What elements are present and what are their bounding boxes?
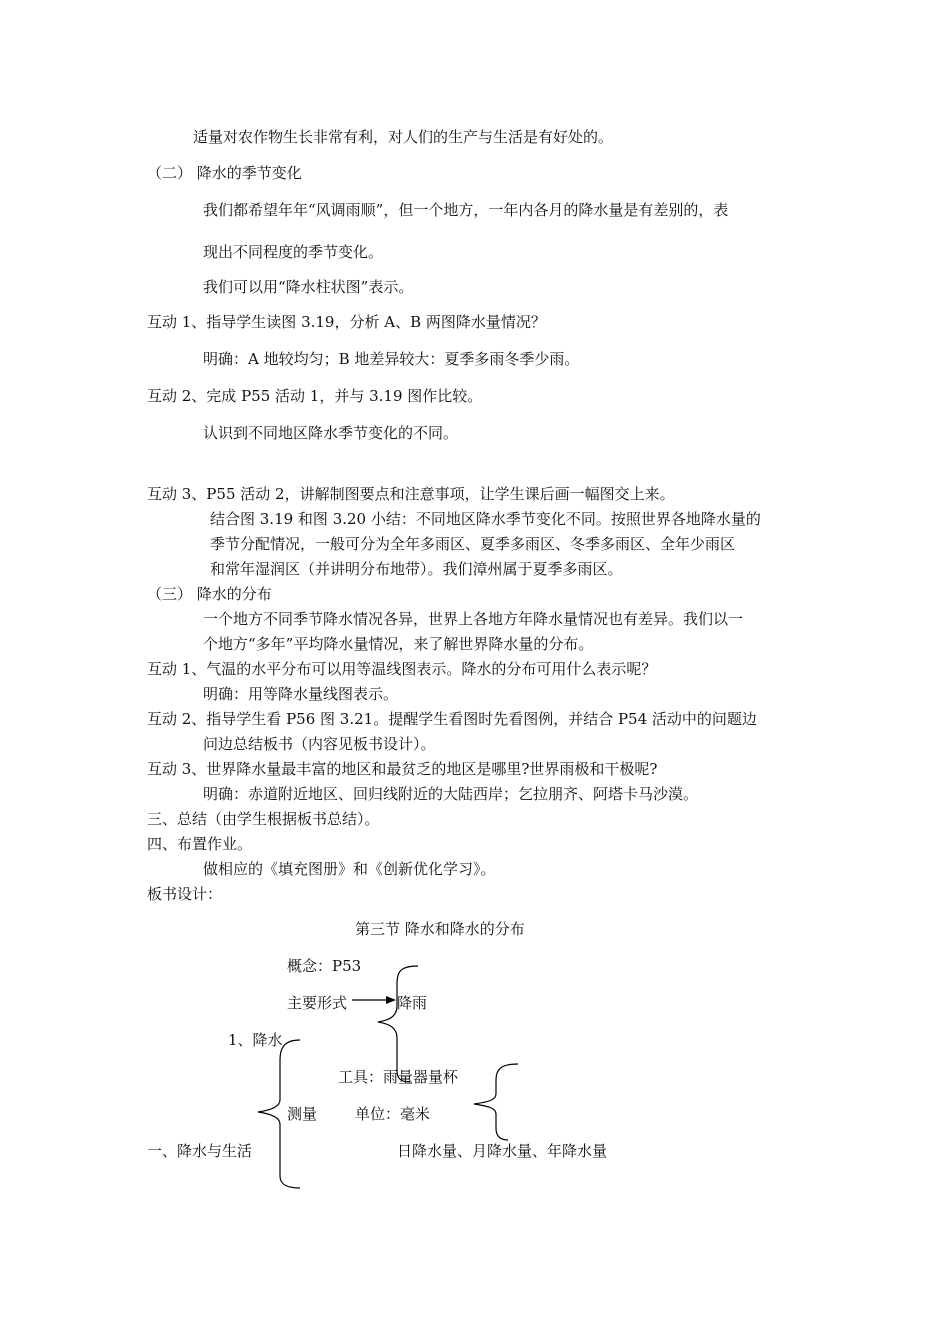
interaction-item: 互动 3、P55 活动 2，讲解制图要点和注意事项，让学生课后画一幅图交上来。 (147, 485, 675, 503)
paragraph-line: 适量对农作物生长非常有利，对人们的生产与生活是有好处的。 (193, 128, 614, 146)
interaction-item-cont: 问边总结板书（内容见板书设计）。 (203, 735, 436, 753)
board-design-label: 板书设计： (147, 885, 223, 903)
interaction-answer: 明确：用等降水量线图表示。 (203, 685, 399, 703)
interaction-item: 互动 2、完成 P55 活动 1，并与 3.19 图作比较。 (147, 387, 483, 405)
interaction-answer: 明确：A 地较均匀；B 地差异较大：夏季多雨冬季少雨。 (203, 350, 580, 368)
board-unit: 单位：毫米 (355, 1105, 431, 1123)
brace-precip (378, 966, 418, 1082)
paragraph-line: 我们都希望年年“风调雨顺”，但一个地方，一年内各月的降水量是有差别的，表 (203, 201, 729, 219)
section-heading-distribution: （三） 降水的分布 (147, 585, 272, 603)
interaction-item: 互动 1、指导学生读图 3.19，分析 A、B 两图降水量情况？ (147, 313, 546, 331)
board-measure: 测量 (287, 1105, 318, 1123)
board-form: 主要形式 (287, 994, 348, 1012)
board-rain: 降雨 (397, 994, 428, 1012)
arrow-head (386, 996, 396, 1004)
summary-line: 结合图 3.19 和图 3.20 小结：不同地区降水季节变化不同。按照世界各地降水量的 (210, 510, 761, 528)
homework-line: 做相应的《填充图册》和《创新优化学习》。 (203, 860, 496, 878)
paragraph-line: 现出不同程度的季节变化。 (203, 243, 384, 261)
paragraph-line: 一个地方不同季节降水情况各异，世界上各地方年降水量情况也有差异。我们以一 (203, 610, 744, 628)
interaction-item: 互动 2、指导学生看 P56 图 3.21。提醒学生看图时先看图例，并结合 P54 活动中的问题边 (147, 710, 757, 728)
section-summary: 三、总结（由学生根据板书总结）。 (147, 810, 380, 828)
interaction-answer: 明确：赤道附近地区、回归线附近的大陆西岸；乞拉朋齐、阿塔卡马沙漠。 (203, 785, 699, 803)
section-homework: 四、布置作业。 (147, 835, 253, 853)
board-concept: 概念：P53 (287, 957, 362, 975)
board-amounts: 日降水量、月降水量、年降水量 (397, 1142, 608, 1160)
board-tool: 工具：雨量器量杯 (338, 1068, 459, 1086)
brace-measure (474, 1064, 518, 1140)
paragraph-line: 我们可以用“降水柱状图”表示。 (203, 278, 414, 296)
board-precip: 1、降水 (228, 1031, 283, 1049)
board-life: 一、降水与生活 (147, 1142, 253, 1160)
interaction-item: 互动 1、气温的水平分布可以用等温线图表示。降水的分布可用什么表示呢？ (147, 660, 657, 678)
summary-line: 季节分配情况，一般可分为全年多雨区、夏季多雨区、冬季多雨区、全年少雨区 (210, 535, 736, 553)
interaction-item: 互动 3、世界降水量最丰富的地区和最贫乏的地区是哪里?世界雨极和干极呢? (147, 760, 658, 778)
summary-line: 和常年湿润区（并讲明分布地带）。我们漳州属于夏季多雨区。 (210, 560, 623, 578)
paragraph-line: 个地方“多年”平均降水量情况，来了解世界降水量的分布。 (203, 635, 594, 653)
interaction-answer: 认识到不同地区降水季节变化的不同。 (203, 424, 459, 442)
section-heading-seasonal: （二） 降水的季节变化 (147, 164, 302, 182)
board-title: 第三节 降水和降水的分布 (355, 920, 525, 938)
